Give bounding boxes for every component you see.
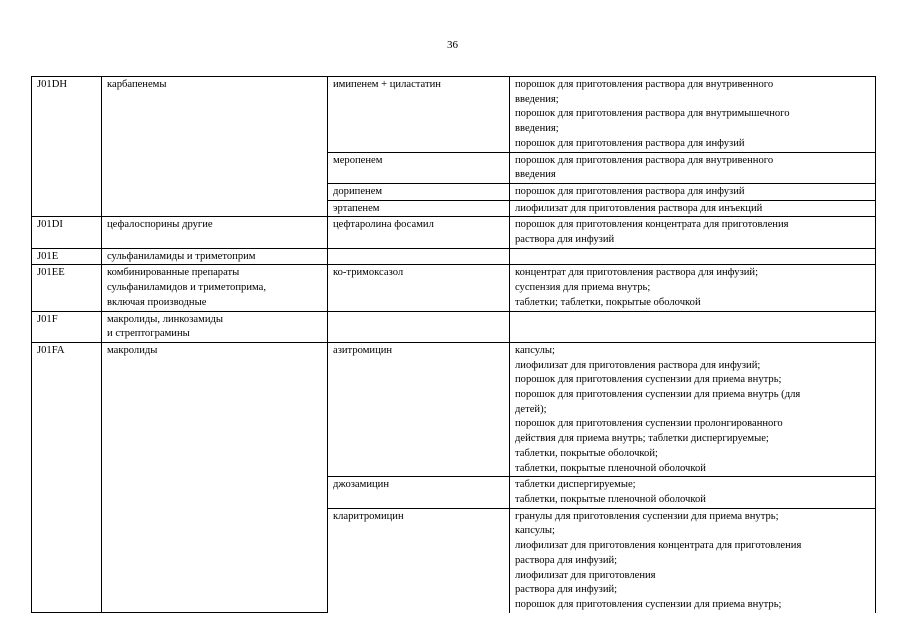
group-name: комбинированные препараты: [107, 267, 240, 279]
dosage-form: концентрат для приготовления раствора для инфузий;: [515, 267, 759, 279]
dosage-form: раствора для инфузий;: [515, 554, 618, 566]
drug-cell: [328, 152, 510, 183]
group-name: сульфаниламиды и триметоприм: [107, 250, 256, 262]
dosage-form: лиофилизат для приготовления: [515, 569, 656, 581]
group-cell: [102, 265, 328, 311]
drug-name: меропенем: [333, 154, 383, 166]
dosage-form: лиофилизат для приготовления концентрата для приготовления: [515, 540, 802, 552]
group-name: макролиды: [107, 344, 158, 356]
atc-code: J01F: [37, 313, 58, 325]
drug-cell: [328, 77, 510, 153]
atc-code: J01EE: [37, 267, 65, 279]
group-name: сульфаниламидов и триметоприма,: [107, 282, 266, 294]
dosage-form: лиофилизат для приготовления раствора для инфузий;: [515, 359, 761, 371]
dosage-form: введения: [515, 169, 556, 181]
dosage-form: капсулы;: [515, 525, 555, 537]
dosage-form: суспензия для приема внутрь;: [515, 282, 651, 294]
dosage-form: таблетки, покрытые пленочной оболочкой: [515, 493, 706, 505]
table-row: [32, 265, 876, 311]
dosage-form: порошок для приготовления раствора для внутривенного: [515, 79, 774, 90]
atc-code: J01FA: [37, 344, 65, 356]
drug-name: имипенем + циластатин: [333, 79, 441, 90]
dosage-form: порошок для приготовления раствора для инфузий: [515, 185, 745, 197]
table-row: [32, 311, 876, 342]
group-name: карбапенемы: [107, 79, 167, 90]
drug-cell: [328, 217, 510, 248]
dosage-form: гранулы для приготовления суспензии для приема внутрь;: [515, 510, 779, 522]
drug-cell: [328, 265, 510, 311]
group-name: макролиды, линкозамиды: [107, 313, 223, 325]
dosage-form: порошок для приготовления концентрата для приготовления: [515, 219, 789, 231]
drug-name: ко-тримоксазол: [333, 267, 404, 279]
atc-code-cell: [32, 342, 102, 612]
atc-code-cell: [32, 217, 102, 248]
forms-cell: [510, 342, 876, 476]
forms-cell: [510, 265, 876, 311]
atc-code: J01E: [37, 250, 59, 262]
forms-cell: [510, 200, 876, 217]
dosage-form: раствора для инфузий: [515, 234, 615, 246]
table-row: [32, 217, 876, 248]
page-number: 36: [447, 39, 458, 51]
dosage-form: лиофилизат для приготовления раствора для инъекций: [515, 202, 763, 214]
drug-cell: [328, 508, 510, 612]
group-cell: [102, 311, 328, 342]
dosage-form: порошок для приготовления суспензии для приема внутрь (для: [515, 389, 801, 401]
dosage-form: капсулы;: [515, 344, 555, 356]
atc-code-cell: [32, 248, 102, 265]
dosage-form: порошок для приготовления раствора для инфузий: [515, 137, 745, 149]
forms-cell: [510, 311, 876, 342]
dosage-form: раствора для инфузий;: [515, 584, 618, 596]
table-row: [32, 248, 876, 265]
dosage-form: порошок для приготовления суспензии пролонгированного: [515, 418, 783, 430]
atc-code-cell: [32, 311, 102, 342]
dosage-form: порошок для приготовления суспензии для приема внутрь;: [515, 598, 782, 610]
dosage-form: детей);: [515, 403, 547, 415]
forms-cell: [510, 152, 876, 183]
dosage-form: введения;: [515, 123, 559, 135]
group-name: и стрептограмины: [107, 328, 190, 340]
dosage-form: порошок для приготовления суспензии для приема внутрь;: [515, 374, 782, 386]
dosage-form: введения;: [515, 93, 559, 105]
drug-cell: [328, 248, 510, 265]
forms-cell: [510, 77, 876, 153]
atc-code: J01DH: [37, 79, 68, 90]
forms-cell: [510, 477, 876, 508]
atc-code-cell: [32, 265, 102, 311]
dosage-form: таблетки; таблетки, покрытые оболочкой: [515, 296, 701, 308]
drug-cell: [328, 183, 510, 200]
dosage-form: таблетки диспергируемые;: [515, 479, 636, 491]
drug-name: цефтаролина фосамил: [333, 219, 434, 231]
atc-code-cell: [32, 77, 102, 217]
forms-cell: [510, 183, 876, 200]
drug-cell: [328, 477, 510, 508]
drug-cell: [328, 311, 510, 342]
group-name: цефалоспорины другие: [107, 219, 213, 231]
drug-name: азитромицин: [333, 344, 393, 356]
drug-cell: [328, 342, 510, 476]
group-cell: [102, 77, 328, 217]
drug-table: [31, 76, 876, 613]
dosage-form: порошок для приготовления раствора для внутримышечного: [515, 108, 790, 120]
dosage-form: порошок для приготовления раствора для внутривенного: [515, 154, 774, 166]
drug-name: эртапенем: [333, 202, 380, 214]
group-cell: [102, 217, 328, 248]
drug-name: кларитромицин: [333, 510, 404, 522]
dosage-form: действия для приема внутрь; таблетки диспергируемые;: [515, 433, 769, 445]
drug-name: джозамицин: [333, 479, 390, 491]
group-name: включая производные: [107, 296, 207, 308]
forms-cell: [510, 508, 876, 612]
table-row: [32, 77, 876, 153]
table-row: [32, 342, 876, 476]
group-cell: [102, 342, 328, 612]
drug-cell: [328, 200, 510, 217]
dosage-form: таблетки, покрытые оболочкой;: [515, 447, 658, 459]
atc-code: J01DI: [37, 219, 63, 231]
dosage-form: таблетки, покрытые пленочной оболочкой: [515, 462, 706, 474]
group-cell: [102, 248, 328, 265]
forms-cell: [510, 248, 876, 265]
forms-cell: [510, 217, 876, 248]
drug-name: дорипенем: [333, 185, 383, 197]
